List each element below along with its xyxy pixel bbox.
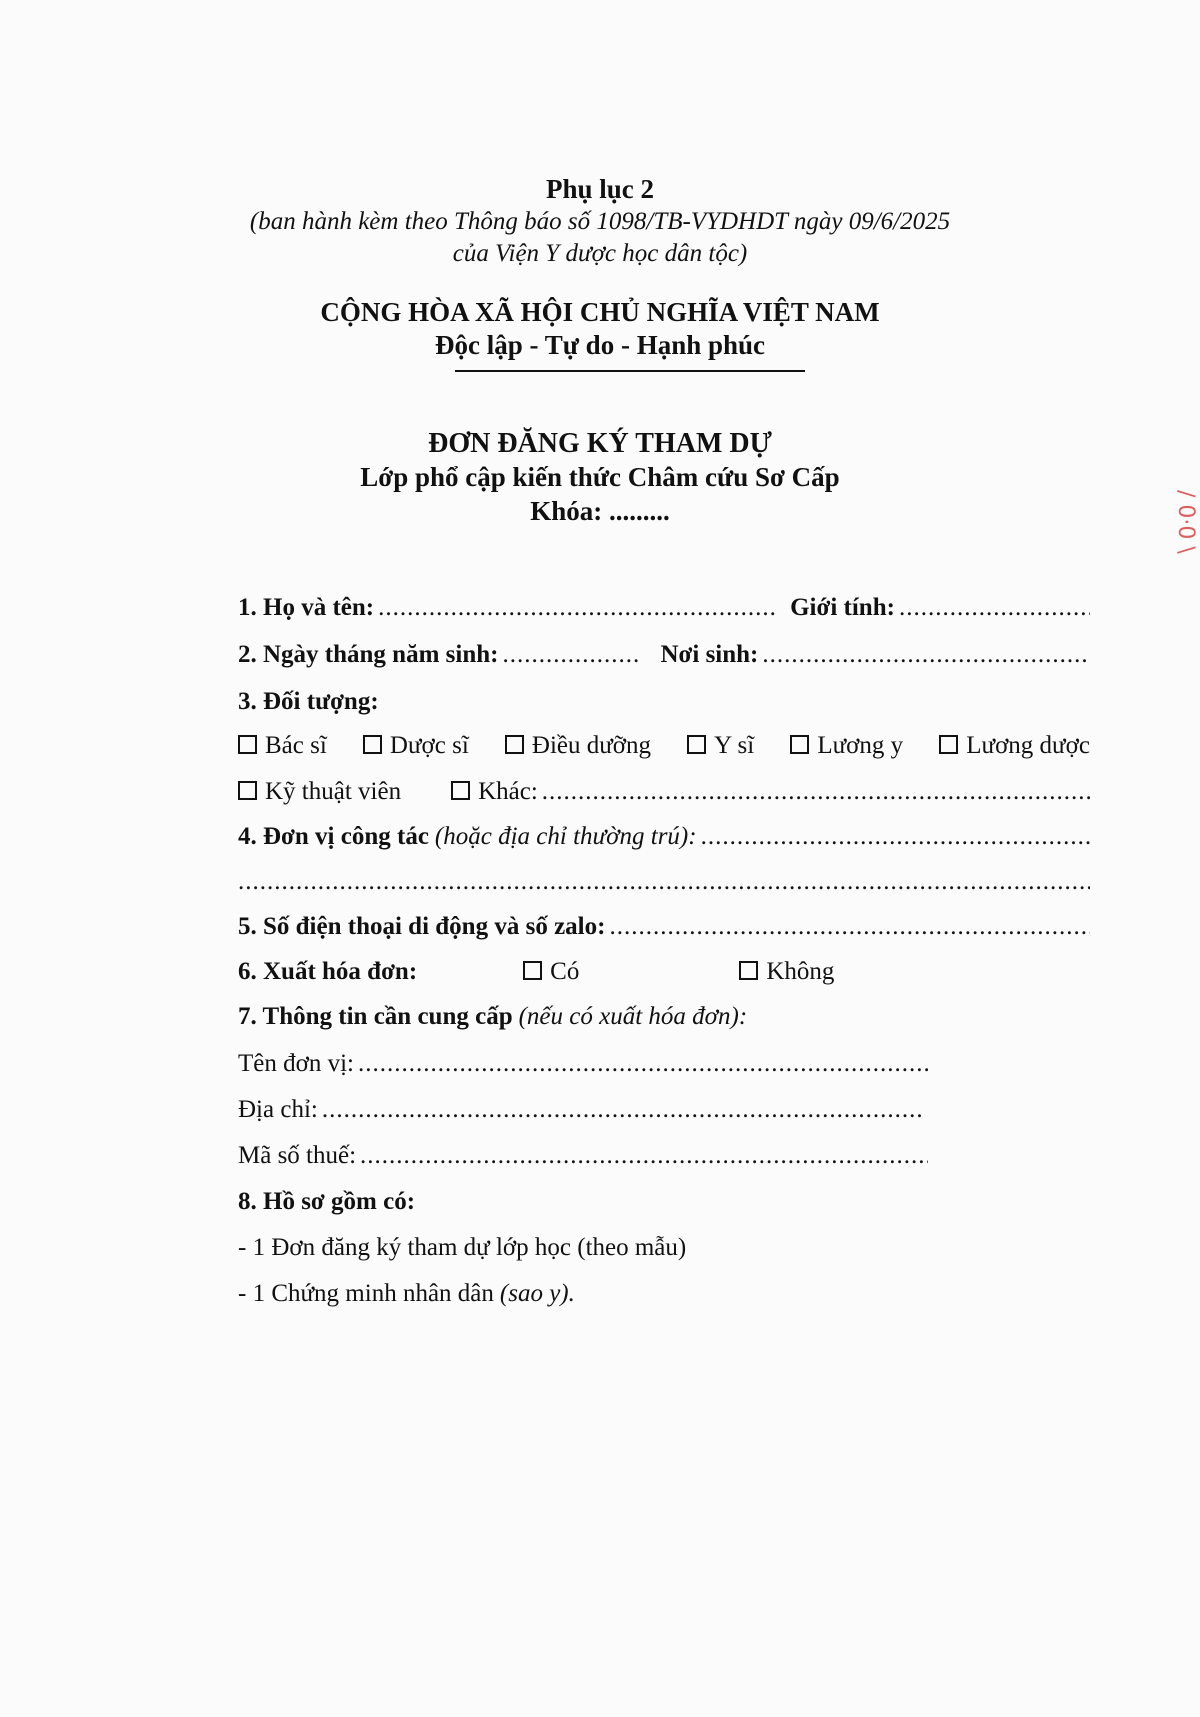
option-other[interactable]: Khác:	[451, 778, 538, 806]
doc-item-2: - 1 Chứng minh nhân dân (sao y).	[238, 1280, 575, 1307]
option-invoice-no[interactable]: Không	[739, 958, 834, 986]
dob-label: 2. Ngày tháng năm sinh:	[238, 641, 499, 668]
tax-code-input[interactable]	[360, 1142, 928, 1170]
name-label: 1. Họ và tên:	[238, 594, 375, 621]
unit-name-input[interactable]	[358, 1050, 928, 1078]
tax-code-label: Mã số thuế:	[238, 1142, 357, 1169]
dob-input[interactable]	[502, 641, 640, 669]
field-info-row	[238, 1003, 1090, 1031]
info-label: 7. Thông tin cần cung cấp	[238, 1003, 513, 1030]
docs-label: 8. Hồ sơ gồm có:	[238, 1188, 416, 1215]
field-tax-code-row	[238, 1142, 928, 1170]
address-label: Địa chỉ:	[238, 1096, 318, 1123]
option-invoice-yes[interactable]: Có	[523, 958, 579, 986]
issued-note-line2: của Viện Y dược học dân tộc)	[452, 240, 748, 267]
field-dob-row	[238, 641, 1090, 669]
option-traditional-pharmacist[interactable]: Lương dược	[939, 732, 1090, 760]
field-address-row	[238, 1096, 922, 1124]
option-technician[interactable]: Kỹ thuật viên	[238, 778, 401, 806]
checkbox-icon[interactable]	[238, 735, 257, 754]
field-workplace-row2	[238, 868, 1090, 896]
issued-note-line1: (ban hành kèm theo Thông báo số 1098/TB-VYDHDT ngày 09/6/2025	[249, 208, 951, 235]
field-target-row	[238, 688, 1090, 716]
checkbox-icon[interactable]	[238, 781, 257, 800]
gender-input[interactable]	[899, 594, 1090, 622]
target-options-row1	[238, 732, 1090, 760]
gender-label: Giới tính:	[790, 594, 895, 621]
option-nurse[interactable]: Điều dưỡng	[505, 732, 651, 760]
field-unit-name-row	[238, 1050, 928, 1078]
form-title: ĐƠN ĐĂNG KÝ THAM DỰ	[428, 428, 772, 459]
doc-item-1: - 1 Đơn đăng ký tham dự lớp học (theo mẫu)	[238, 1234, 687, 1261]
class-name: Lớp phổ cập kiến thức Châm cứu Sơ Cấp	[360, 462, 840, 492]
checkbox-icon[interactable]	[939, 735, 958, 754]
field-workplace-row	[238, 823, 1090, 851]
target-label: 3. Đối tượng:	[238, 688, 379, 715]
red-stamp-mark: / 0·0 \	[1173, 490, 1198, 554]
birthplace-label: Nơi sinh:	[660, 641, 759, 668]
workplace-input[interactable]	[701, 823, 1090, 851]
birthplace-input[interactable]	[762, 641, 1090, 669]
checkbox-icon[interactable]	[363, 735, 382, 754]
field-invoice-row	[238, 958, 1090, 986]
target-options-row2	[238, 778, 1090, 806]
checkbox-icon[interactable]	[739, 961, 758, 980]
info-note: (nếu có xuất hóa đơn):	[518, 1003, 748, 1030]
phone-input[interactable]	[609, 913, 1090, 941]
field-phone-row	[238, 913, 1090, 941]
workplace-note: (hoặc địa chỉ thường trú):	[434, 823, 697, 850]
motto-underline	[455, 370, 805, 372]
field-name-row	[238, 594, 1090, 622]
nation-title: CỘNG HÒA XÃ HỘI CHỦ NGHĨA VIỆT NAM	[320, 297, 880, 327]
name-input[interactable]	[378, 594, 778, 622]
address-input[interactable]	[322, 1096, 922, 1124]
field-docs-row	[238, 1188, 1090, 1216]
other-input[interactable]	[542, 778, 1090, 806]
checkbox-icon[interactable]	[505, 735, 524, 754]
checkbox-icon[interactable]	[790, 735, 809, 754]
nation-motto: Độc lập - Tự do - Hạnh phúc	[434, 330, 766, 360]
appendix-title: Phụ lục 2	[545, 174, 655, 204]
option-assistant-doctor[interactable]: Y sĩ	[687, 732, 754, 760]
checkbox-icon[interactable]	[523, 961, 542, 980]
course-label: Khóa: .........	[530, 496, 670, 526]
option-pharmacist[interactable]: Dược sĩ	[363, 732, 469, 760]
option-doctor[interactable]: Bác sĩ	[238, 732, 327, 760]
checkbox-icon[interactable]	[451, 781, 470, 800]
checkbox-icon[interactable]	[687, 735, 706, 754]
unit-name-label: Tên đơn vị:	[238, 1050, 354, 1077]
phone-label: 5. Số điện thoại di động và số zalo:	[238, 913, 606, 940]
option-traditional-doctor[interactable]: Lương y	[790, 732, 903, 760]
workplace-label: 4. Đơn vị công tác	[238, 823, 429, 850]
invoice-label: 6. Xuất hóa đơn:	[238, 958, 418, 985]
workplace-input-line2[interactable]	[238, 868, 1090, 896]
